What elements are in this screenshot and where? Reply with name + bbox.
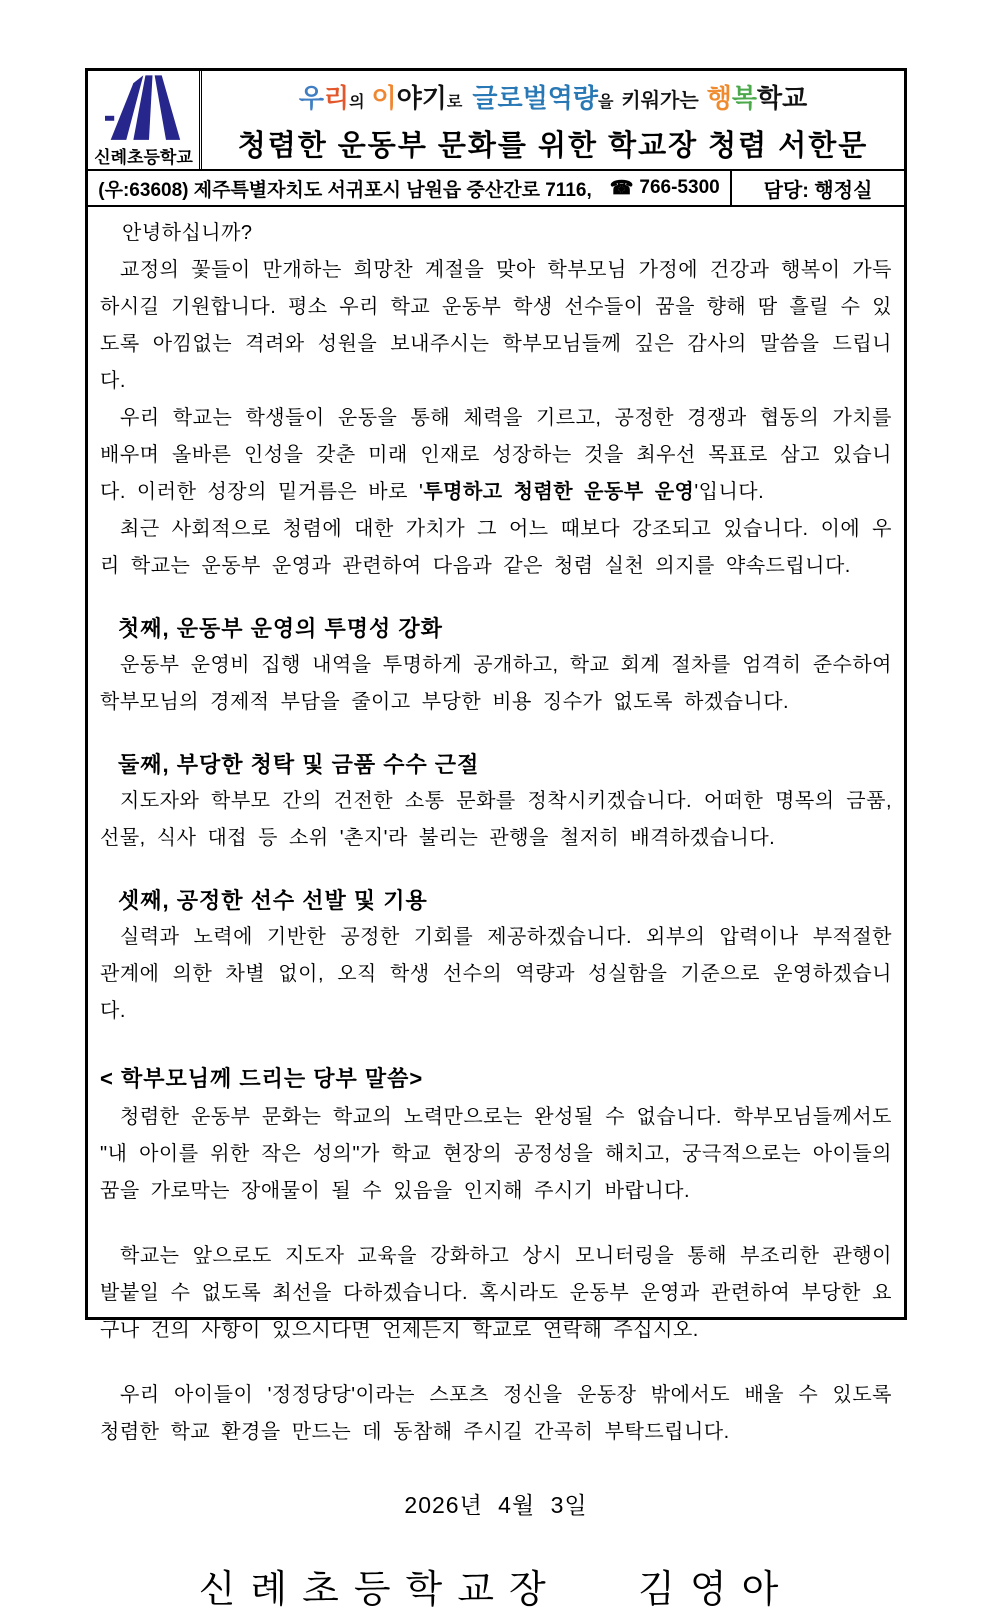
document-title: 청렴한 운동부 문화를 위한 학교장 청렴 서한문 bbox=[237, 130, 869, 162]
school-name-label: 신례초등학교 bbox=[94, 148, 193, 167]
school-logo-icon bbox=[105, 73, 183, 143]
notice-title: < 학부모님께 드리는 당부 말씀> bbox=[100, 1066, 424, 1091]
pledge-body-3: 실력과 노력에 기반한 공정한 기회를 제공하겠습니다. 외부의 압력이나 부적절한 관계에 의한 차별 없이, 오직 학생 선수의 역량과 성실함을 기준으로 운영하겠습니다. bbox=[100, 926, 892, 1022]
intro-paragraph-1: 교정의 꽃들이 만개하는 희망찬 계절을 맞아 학부모님 가정에 건강과 행복이 가득하시길 기원합니다. 평소 우리 학교 운동부 학생 선수들이 꿈을 향해 땀 흘릴 수 있도록 아낌없는 격려와 성원을 보내주시는 학부모님들께 깊은 감사의 말씀을 드립니다. bbox=[100, 259, 892, 392]
address-row bbox=[88, 171, 904, 207]
slogan-word: 리 bbox=[323, 83, 350, 113]
slogan-word: 행 bbox=[706, 83, 732, 113]
pledge-heading-3: 셋째, 공정한 선수 선발 및 기용 bbox=[118, 888, 428, 913]
slogan-word: 야기 bbox=[396, 83, 447, 113]
intro2-post: '입니다. bbox=[694, 481, 765, 503]
principal-signature: 신례초등학교장 김영아 bbox=[198, 1569, 794, 1611]
intro2-pre: 우리 학교는 학생들이 운동을 통해 체력을 기르고, 공정한 경쟁과 협동의 가치를 배우며 올바른 인성을 갖춘 미래 인재로 성장하는 것을 최우선 목표로 삼고 있습니다. 이러한 성장의 밑거름은 바로 ' bbox=[100, 407, 892, 503]
school-logo-cell bbox=[88, 71, 202, 169]
slogan-word: 복 bbox=[731, 83, 757, 113]
slogan-particle: 로 bbox=[446, 94, 463, 111]
address-text: (우:63608) 제주특별자치도 서귀포시 남원읍 중산간로 7116, bbox=[98, 179, 592, 201]
greeting: 안녕하십니까? bbox=[122, 222, 253, 244]
slogan-word: 이 bbox=[371, 83, 397, 113]
letter-body bbox=[88, 207, 904, 1611]
notice-paragraph-1: 청렴한 운동부 문화는 학교의 노력만으로는 완성될 수 없습니다. 학부모님들께서도 "내 아이를 위한 작은 성의"가 학교 현장의 공정성을 해치고, 궁극적으로는 아이들의 꿈을 가로막는 장애물이 될 수 있음을 인지해 주시기 바랍니다. bbox=[100, 1106, 892, 1202]
pledge-body-2: 지도자와 학부모 간의 건전한 소통 문화를 정착시키겠습니다. 어떠한 명목의 금품, 선물, 식사 대접 등 소위 '촌지'라 불리는 관행을 철저히 배격하겠습니다. bbox=[100, 790, 892, 849]
school-slogan bbox=[299, 78, 807, 115]
slogan-particle: 을 bbox=[597, 94, 614, 111]
pledge-heading-1: 첫째, 운동부 운영의 투명성 강화 bbox=[118, 616, 443, 641]
document-header bbox=[88, 71, 904, 171]
slogan-particle: 의 bbox=[349, 94, 365, 111]
slogan-word: 글로벌역량 bbox=[472, 83, 598, 113]
phone-group bbox=[610, 177, 720, 200]
phone-icon: ☎ bbox=[609, 177, 634, 199]
pledge-heading-2: 둘째, 부당한 청탁 및 금품 수수 근절 bbox=[118, 752, 480, 777]
slogan-word: 학교 bbox=[756, 83, 808, 113]
notice-paragraph-2: 학교는 앞으로도 지도자 교육을 강화하고 상시 모니터링을 통해 부조리한 관행이 발붙일 수 없도록 최선을 다하겠습니다. 혹시라도 운동부 운영과 관련하여 부당한 요구나 건의 사항이 있으시다면 언제든지 학교로 연락해 주십시오. bbox=[100, 1245, 892, 1341]
slogan-word: 키워가는 bbox=[621, 90, 699, 112]
pledge-body-1: 운동부 운영비 집행 내역을 투명하게 공개하고, 학교 회계 절차를 엄격히 준수하여 학부모님의 경제적 부담을 줄이고 부당한 비용 징수가 없도록 하겠습니다. bbox=[100, 654, 892, 713]
contact-department: 담당: 행정실 bbox=[763, 179, 873, 202]
phone-number: 766-5300 bbox=[639, 177, 720, 198]
intro-paragraph-2 bbox=[100, 400, 892, 511]
intro-paragraph-3: 최근 사회적으로 청렴에 대한 가치가 그 어느 때보다 강조되고 있습니다. 이에 우리 학교는 운동부 운영과 관련하여 다음과 같은 청렴 실천 의지를 약속드립니다. bbox=[100, 518, 892, 577]
intro2-bold-phrase: 투명하고 청렴한 운동부 운영 bbox=[423, 481, 695, 503]
school-address bbox=[88, 171, 732, 205]
letter-date: 2026년 4월 3일 bbox=[404, 1492, 588, 1518]
title-cell bbox=[202, 71, 904, 169]
official-letter-document bbox=[85, 68, 907, 1611]
slogan-word: 우 bbox=[298, 83, 324, 113]
notice-paragraph-3: 우리 아이들이 '정정당당'이라는 스포츠 정신을 운동장 밖에서도 배울 수 있도록 청렴한 학교 환경을 만드는 데 동참해 주시길 간곡히 부탁드립니다. bbox=[100, 1384, 892, 1443]
